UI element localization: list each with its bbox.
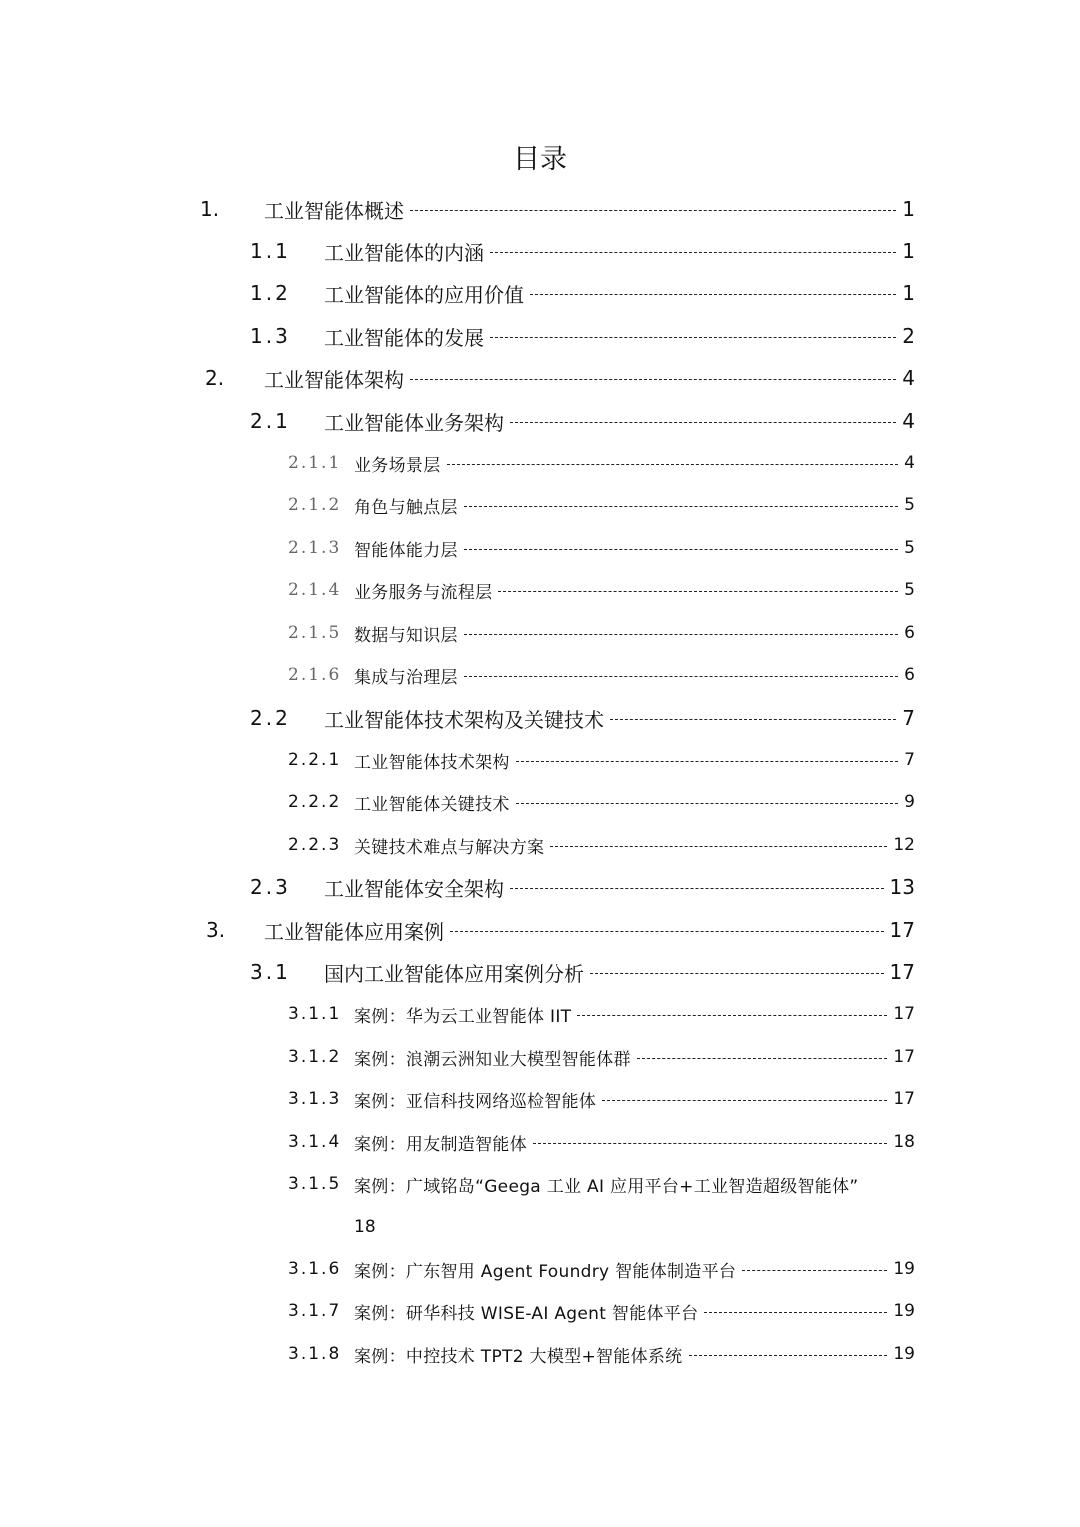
toc-entry-label: 案例：中控技术 TPT2 大模型+智能体系统 <box>354 1346 683 1367</box>
toc-entry-label: 角色与触点层 <box>354 497 458 518</box>
toc-entry-page: 5 <box>904 580 915 600</box>
toc-entry-page: 1 <box>902 281 915 305</box>
toc-entry-1-2[interactable] <box>250 276 915 310</box>
toc-entry-page: 18 <box>893 1132 915 1152</box>
toc-entry-3-1-1[interactable] <box>288 997 915 1031</box>
toc-entry-label: 工业智能体概述 <box>264 198 404 223</box>
toc-entry-page: 18 <box>354 1217 376 1237</box>
toc-entry-number: 3.1 <box>250 960 291 984</box>
toc-entry-number: 2.1.6 <box>288 665 342 685</box>
toc-entry-number: 1.2 <box>250 281 291 305</box>
toc-entry-page: 4 <box>902 409 915 433</box>
toc-entry-number: 1.1 <box>250 239 291 263</box>
toc-entry-page: 19 <box>893 1344 915 1364</box>
toc-entry-number: 3.1.6 <box>288 1259 342 1279</box>
toc-entry-page: 4 <box>904 453 915 473</box>
toc-entry-1[interactable] <box>200 192 915 226</box>
toc-entry-label: 数据与知识层 <box>354 625 458 646</box>
toc-entry-2-1-1[interactable] <box>288 446 915 480</box>
toc-entry-2-2-1[interactable] <box>288 743 915 777</box>
toc-leader <box>689 1355 888 1356</box>
toc-leader <box>510 888 884 889</box>
toc-entry-2-2-2[interactable] <box>288 785 915 819</box>
toc-entry-number: 3. <box>206 918 226 942</box>
toc-entry-number: 2.1 <box>250 409 291 433</box>
toc-entry-number: 2. <box>205 366 225 390</box>
toc-entry-number: 3.1.1 <box>288 1004 342 1024</box>
toc-entry-label: 案例：广东智用 Agent Foundry 智能体制造平台 <box>354 1261 737 1282</box>
toc-entry-number: 3.1.8 <box>288 1344 342 1364</box>
toc-leader <box>533 1143 887 1144</box>
toc-entry-page: 1 <box>902 239 915 263</box>
toc-entry-1-1[interactable] <box>250 234 915 268</box>
toc-leader <box>498 591 898 592</box>
toc-entry-label: 案例：广域铭岛“Geega 工业 AI 应用平台+工业智造超级智能体” <box>354 1176 859 1197</box>
toc-entry-label: 工业智能体应用案例 <box>264 919 444 944</box>
toc-entry-number: 2.1.3 <box>288 538 342 558</box>
toc-entry-number: 2.1.1 <box>288 453 342 473</box>
toc-leader <box>590 973 884 974</box>
toc-entry-number: 2.2.2 <box>288 792 342 812</box>
toc-entry-page: 7 <box>904 750 915 770</box>
toc-entry-number: 2.3 <box>250 875 291 899</box>
toc-entry-label: 工业智能体的发展 <box>324 325 484 350</box>
toc-leader <box>602 1100 887 1101</box>
toc-leader <box>464 549 898 550</box>
toc-leader <box>742 1270 887 1271</box>
toc-entry-number: 3.1.7 <box>288 1301 342 1321</box>
toc-entry-page: 6 <box>904 665 915 685</box>
toc-entry-label: 案例：华为云工业智能体 IIT <box>354 1006 572 1027</box>
toc-entry-number: 1.3 <box>250 324 291 348</box>
toc-entry-2-1-5[interactable] <box>288 616 915 650</box>
toc-entry-label: 智能体能力层 <box>354 540 458 561</box>
toc-entry-2-1-6[interactable] <box>288 658 915 692</box>
toc-entry-page: 6 <box>904 623 915 643</box>
toc-leader <box>637 1058 888 1059</box>
toc-entry-2-1-4[interactable] <box>288 573 915 607</box>
toc-entry-number: 2.1.2 <box>288 495 342 515</box>
toc-entry-label: 工业智能体业务架构 <box>324 410 504 435</box>
toc-leader <box>550 846 887 847</box>
toc-entry-number: 2.1.4 <box>288 580 342 600</box>
toc-entry-label: 案例：用友制造智能体 <box>354 1134 527 1155</box>
toc-entry-label: 国内工业智能体应用案例分析 <box>324 961 584 986</box>
toc-leader <box>464 506 898 507</box>
toc-entry-page: 17 <box>893 1004 915 1024</box>
toc-leader <box>577 1015 887 1016</box>
toc-entry-number: 3.1.2 <box>288 1047 342 1067</box>
toc-entry-number: 2.1.5 <box>288 623 342 643</box>
toc-entry-label: 业务场景层 <box>354 455 441 476</box>
toc-leader <box>490 252 896 253</box>
toc-entry-3-1-8[interactable] <box>288 1337 915 1371</box>
toc-entry-label: 案例：亚信科技网络巡检智能体 <box>354 1091 597 1112</box>
toc-entry-label: 集成与治理层 <box>354 667 458 688</box>
toc-entry-page: 7 <box>902 706 915 730</box>
toc-leader <box>610 719 896 720</box>
toc-entry-3-1[interactable] <box>250 955 915 989</box>
toc-entry-2-1-3[interactable] <box>288 531 915 565</box>
toc-title: 目录 <box>513 144 567 175</box>
toc-entry-label: 工业智能体的内涵 <box>324 240 484 265</box>
toc-entry-page: 17 <box>889 960 915 984</box>
toc-leader <box>410 379 896 380</box>
toc-entry-number: 3.1.3 <box>288 1089 342 1109</box>
toc-entry-label: 业务服务与流程层 <box>354 582 493 603</box>
toc-entry-label: 工业智能体的应用价值 <box>324 282 524 307</box>
toc-leader <box>516 761 898 762</box>
toc-entry-number: 3.1.4 <box>288 1132 342 1152</box>
toc-entry-label: 工业智能体安全架构 <box>324 876 504 901</box>
toc-entry-3-1-7[interactable] <box>288 1294 915 1328</box>
toc-entry-number: 2.2.3 <box>288 835 342 855</box>
toc-leader <box>516 803 898 804</box>
toc-entry-page: 4 <box>902 366 915 390</box>
toc-leader <box>464 634 898 635</box>
toc-entry-3-1-2[interactable] <box>288 1040 915 1074</box>
toc-entry-2-2-3[interactable] <box>288 828 915 862</box>
toc-entry-3-1-5[interactable] <box>288 1167 915 1201</box>
toc-entry-label: 关键技术难点与解决方案 <box>354 837 545 858</box>
toc-entry-1-3[interactable] <box>250 319 915 353</box>
toc-entry-page: 17 <box>893 1047 915 1067</box>
toc-entry-page: 9 <box>904 792 915 812</box>
toc-entry-label: 工业智能体技术架构 <box>354 752 510 773</box>
toc-leader <box>464 676 898 677</box>
toc-leader <box>530 294 896 295</box>
toc-entry-page: 5 <box>904 538 915 558</box>
toc-entry-2-3[interactable] <box>250 870 915 904</box>
toc-entry-page: 2 <box>902 324 915 348</box>
toc-entry-page: 17 <box>893 1089 915 1109</box>
toc-leader <box>410 210 896 211</box>
toc-entry-number: 2.2.1 <box>288 750 342 770</box>
toc-entry-number: 1. <box>200 197 220 221</box>
toc-entry-label: 案例：浪潮云洲知业大模型智能体群 <box>354 1049 631 1070</box>
toc-leader <box>450 931 884 932</box>
toc-leader <box>490 337 896 338</box>
toc-entry-page: 12 <box>893 835 915 855</box>
toc-entry-3[interactable] <box>206 913 915 947</box>
toc-leader <box>447 464 899 465</box>
toc-entry-page: 19 <box>893 1259 915 1279</box>
toc-leader <box>510 422 896 423</box>
toc-entry-page: 1 <box>902 197 915 221</box>
toc-entry-3-1-4[interactable] <box>288 1125 915 1159</box>
toc-entry-page: 17 <box>889 918 915 942</box>
toc-entry-3-1-3[interactable] <box>288 1082 915 1116</box>
toc-entry-2-2[interactable] <box>250 701 915 735</box>
toc-entry-page: 13 <box>889 875 915 899</box>
toc-entry-2-1-2[interactable] <box>288 488 915 522</box>
toc-entry-page: 5 <box>904 495 915 515</box>
toc-entry-label: 案例：研华科技 WISE-AI Agent 智能体平台 <box>354 1303 699 1324</box>
toc-leader <box>704 1312 887 1313</box>
toc-entry-page: 19 <box>893 1301 915 1321</box>
toc-entry-3-1-6[interactable] <box>288 1252 915 1286</box>
toc-entry-2[interactable] <box>205 361 915 395</box>
toc-entry-label: 工业智能体技术架构及关键技术 <box>324 707 604 732</box>
toc-entry-2-1[interactable] <box>250 404 915 438</box>
toc-entry-label: 工业智能体关键技术 <box>354 794 510 815</box>
toc-entry-number: 3.1.5 <box>288 1174 342 1194</box>
toc-entry-number: 2.2 <box>250 706 291 730</box>
toc-entry-label: 工业智能体架构 <box>264 367 404 392</box>
